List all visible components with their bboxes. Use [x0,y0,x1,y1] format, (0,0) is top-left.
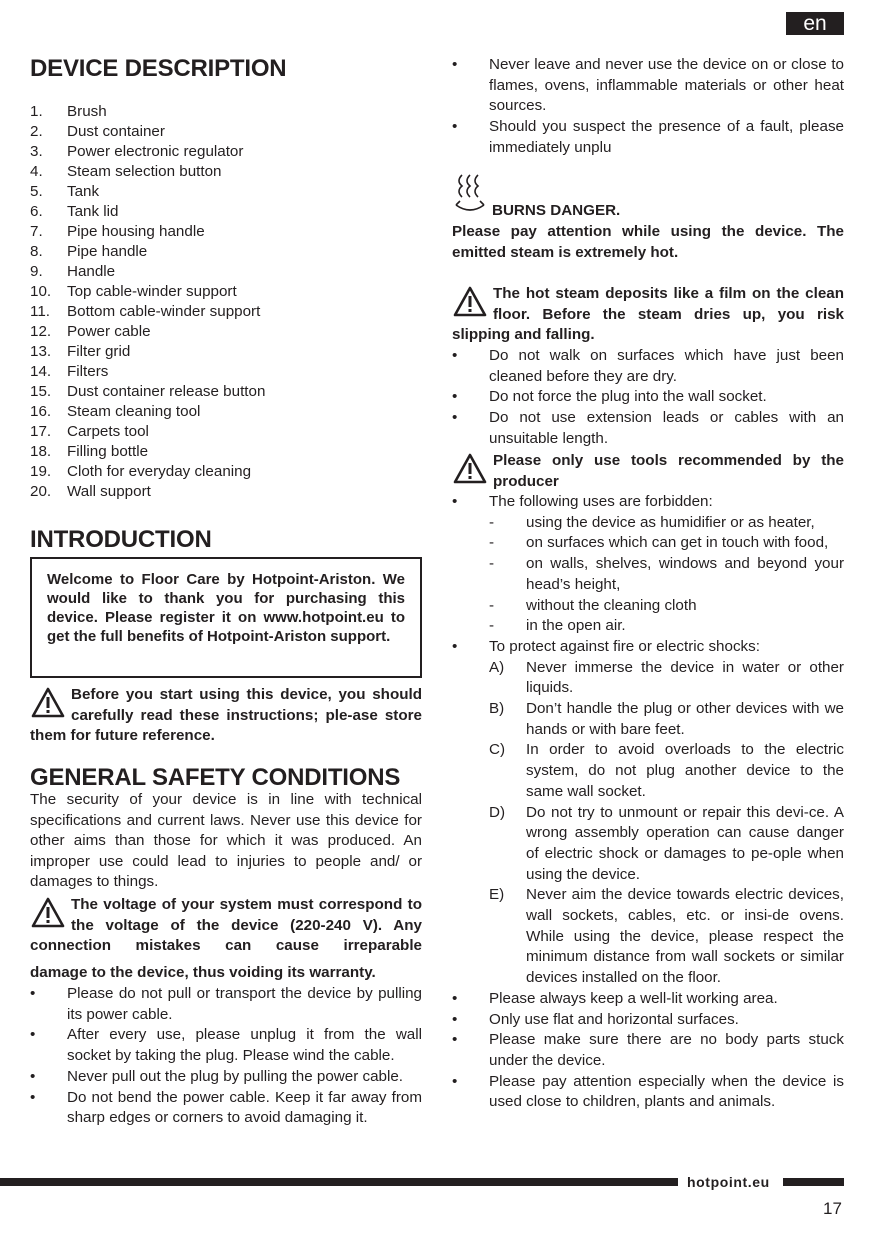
bullet-text: Never pull out the plug by pulling the power cable. [67,1067,404,1085]
bullet-text: without the cleaning cloth [526,596,697,614]
bullet-marker: • [452,347,458,364]
bullet-marker: - [489,617,495,635]
bullet-text: Only use flat and horizontal surfaces. [489,1010,739,1028]
list-item: • To protect against fire or electric shocks: [452,637,844,658]
tools-warning [452,451,844,492]
item-text: Do not try to unmount or repair this devi-ce. A wrong assembly operation can cause danger of electric shock or damages to pe-ople when using the device. [526,803,844,883]
bullet-marker: - [489,555,495,573]
bullet-marker: • [452,388,458,406]
burns-danger-text: Please pay attention while using the device. The emitted steam is extremely hot. [452,223,844,261]
list-item [489,616,844,637]
general-safety-title: GENERAL SAFETY CONDITIONS [30,764,401,791]
bullet-text: Do not walk on surfaces which have just been cleaned before they are dry. [489,347,844,385]
list-item: • The following uses are forbidden: [452,492,844,513]
bullet-marker: - [489,596,495,614]
bullet-marker: - [489,513,495,531]
list-item [489,740,844,802]
bullet-text: in the open air. [526,617,626,635]
bullet-text: Do not bend the power cable. Keep it far away from sharp edges or corners to avoid damaging it. [67,1088,422,1127]
item-number: 5. [30,183,43,200]
item-number: 15. [30,383,52,400]
read-instructions-warning [30,685,422,747]
item-letter: E) [489,886,505,904]
item-label: Power electronic regulator [67,143,244,160]
list-item [489,554,844,595]
list-item [452,1030,844,1071]
heat-safety-bullets [452,55,844,159]
bullet-marker: • [452,989,458,1007]
slip-warning-text: The hot steam deposits like a film on the clean floor. Before the steam dries up, you risk slipping and falling. [452,285,844,344]
item-label: Filters [67,363,109,380]
fire-intro: To protect against fire or electric shocks: [489,637,760,655]
footer-brand: hotpoint.eu [687,1174,770,1190]
item-label: Tank lid [67,203,119,220]
item-number: 10. [30,283,52,300]
list-item [489,803,844,886]
list-item [30,402,422,422]
bullet-marker: • [30,985,36,1002]
voltage-warning-text: The voltage of your system must correspond to the voltage of the device (220-240 V). Any connection mistakes can cause irreparable [30,896,422,955]
item-number: 20. [30,483,52,500]
warning-triangle-icon [30,895,66,929]
tools-warning-text: Please only use tools recommended by the producer [493,452,844,490]
list-item [452,1010,844,1031]
list-item [30,182,422,202]
item-label: Dust container release button [67,383,266,400]
bullet-marker: • [452,56,458,73]
item-number: 13. [30,343,52,360]
list-item [30,202,422,222]
item-label: Tank [67,183,100,200]
introduction-title: INTRODUCTION [30,526,212,553]
list-item [30,984,422,1025]
list-item [30,482,422,502]
bullet-marker: - [489,534,495,552]
item-text: Never immerse the device in water or other liquids. [526,658,844,697]
list-item [30,1067,422,1088]
item-number: 8. [30,243,43,260]
list-item [30,122,422,142]
item-label: Bottom cable-winder support [67,303,261,320]
forbidden-uses-list [452,513,844,637]
forbidden-uses-block [452,492,844,1113]
list-item [30,282,422,302]
welcome-box: Welcome to Floor Care by Hotpoint-Ariston. We would like to thank you for purchasing this device. Please register it on www.hotpoint.eu to get the full benefits of Hotpoint-Ariston support. [30,557,422,678]
usage-bullets [452,346,844,450]
fire-safety-list [452,658,844,989]
voltage-warning-continued: damage to the device, thus voiding its warranty. [30,964,376,981]
voltage-warning [30,895,422,957]
item-label: Pipe housing handle [67,223,205,240]
list-item [452,346,844,387]
item-label: Power cable [67,323,151,340]
item-letter: A) [489,658,505,676]
list-item [30,422,422,442]
item-letter: C) [489,741,506,759]
warning-triangle-icon [452,284,488,318]
item-label: Brush [67,103,107,120]
list-item [30,242,422,262]
list-item [30,462,422,482]
burns-danger-title: BURNS DANGER. [492,202,621,219]
bullet-marker: • [452,1010,458,1028]
language-badge: en [786,12,844,35]
item-number: 9. [30,263,43,280]
bullet-text: Please make sure there are no body parts stuck under the device. [489,1031,844,1069]
bullet-marker: • [452,118,458,136]
item-label: Steam selection button [67,163,222,180]
item-label: Filter grid [67,343,131,360]
list-item [30,222,422,242]
item-number: 11. [30,303,50,320]
item-label: Cloth for everyday cleaning [67,463,252,480]
item-number: 7. [30,223,43,240]
device-description-title: DEVICE DESCRIPTION [30,55,287,82]
warning-triangle-icon [452,451,488,485]
bullet-marker: • [30,1067,36,1085]
bullet-text: on surfaces which can get in touch with food, [526,534,829,552]
forbidden-intro: The following uses are forbidden: [489,493,713,510]
list-item [452,989,844,1010]
bullet-text: Please do not pull or transport the device by pulling its power cable. [67,985,422,1023]
list-item [452,387,844,408]
list-item [30,1025,422,1066]
general-bullets-end [452,989,844,1113]
bullet-marker: • [452,1031,458,1049]
page-number: 17 [823,1199,842,1218]
list-item [30,262,422,282]
item-number: 18. [30,443,52,460]
bullet-marker: • [30,1088,36,1106]
list-item [489,513,844,534]
list-item [30,1088,422,1129]
bullet-text: Please always keep a well-lit working area. [489,989,778,1007]
item-label: Wall support [67,483,151,500]
bullet-text: on walls, shelves, windows and beyond your head’s height, [526,555,844,593]
item-label: Pipe handle [67,243,148,260]
list-item [489,596,844,617]
bullet-text: After every use, please unplug it from the wall socket by taking the plug. Please wind the cable. [67,1026,422,1065]
item-number: 16. [30,403,52,420]
bullet-text: Please pay attention especially when the device is used close to children, plants and animals. [489,1072,844,1111]
list-item [452,1072,844,1113]
item-label: Handle [67,263,116,280]
bullet-marker: • [452,409,458,427]
item-number: 19. [30,463,52,480]
item-text: Never aim the device towards electric devices, wall sockets, cables, etc. or insi-de ovens. While using the device, please respect the minimum distance from wall sockets or similar devices installed on the floor. [526,886,844,987]
item-number: 6. [30,203,43,220]
item-letter: B) [489,700,505,718]
bullet-text: Do not use extension leads or cables with an unsuitable length. [489,409,844,447]
list-item [452,55,844,117]
device-parts-list [30,102,422,502]
item-letter: D) [489,803,506,821]
list-item [489,658,844,699]
bullet-marker: • [30,1026,36,1044]
item-text: Don’t handle the plug or other devices with we hands or with bare feet. [526,700,844,738]
item-number: 17. [30,423,52,440]
list-item [30,162,422,182]
item-text: In order to avoid overloads to the electric system, do not plug another device to the same wall socket. [526,741,844,800]
item-number: 1. [30,103,43,120]
list-item [30,362,422,382]
item-number: 4. [30,163,43,180]
item-number: 12. [30,323,52,340]
list-item [489,699,844,740]
item-number: 14. [30,363,52,380]
list-item [30,442,422,462]
list-item [30,302,422,322]
item-label: Steam cleaning tool [67,403,201,420]
list-item [30,102,422,122]
list-item [489,533,844,554]
list-item [30,142,422,162]
footer-bar [0,1178,678,1186]
warning-triangle-icon [30,685,66,719]
list-item [452,408,844,449]
bullet-text: Should you suspect the presence of a fault, please immediately unplu [489,118,844,156]
item-number: 2. [30,123,43,140]
list-item [30,322,422,342]
bullet-text: using the device as humidifier or as heater, [526,513,815,531]
steam-hazard-icon [452,171,488,224]
read-instructions-text: Before you start using this device, you should carefully read these instructions; ple-ase store them for future reference. [30,686,422,745]
item-number: 3. [30,143,43,160]
item-label: Filling bottle [67,443,149,460]
footer-bar-end [783,1178,844,1186]
item-label: Carpets tool [67,423,149,440]
list-item [489,885,844,989]
slip-warning [452,284,844,346]
list-item [452,117,844,158]
list-item [30,342,422,362]
bullet-text: Do not force the plug into the wall socket. [489,388,767,406]
list-item [30,382,422,402]
item-label: Dust container [67,123,165,140]
bullet-marker: • [452,1072,458,1090]
general-safety-intro: The security of your device is in line with technical specifications and current laws. Never use this device for other aims than those for which it was produced. An improper use could lead to injuries to people and/ or damages to things. [30,791,422,891]
bullet-text: Never leave and never use the device on or close to flames, ovens, inflammable materials or other heat sources. [489,56,844,115]
item-label: Top cable-winder support [67,283,237,300]
general-safety-bullets [30,984,422,1129]
